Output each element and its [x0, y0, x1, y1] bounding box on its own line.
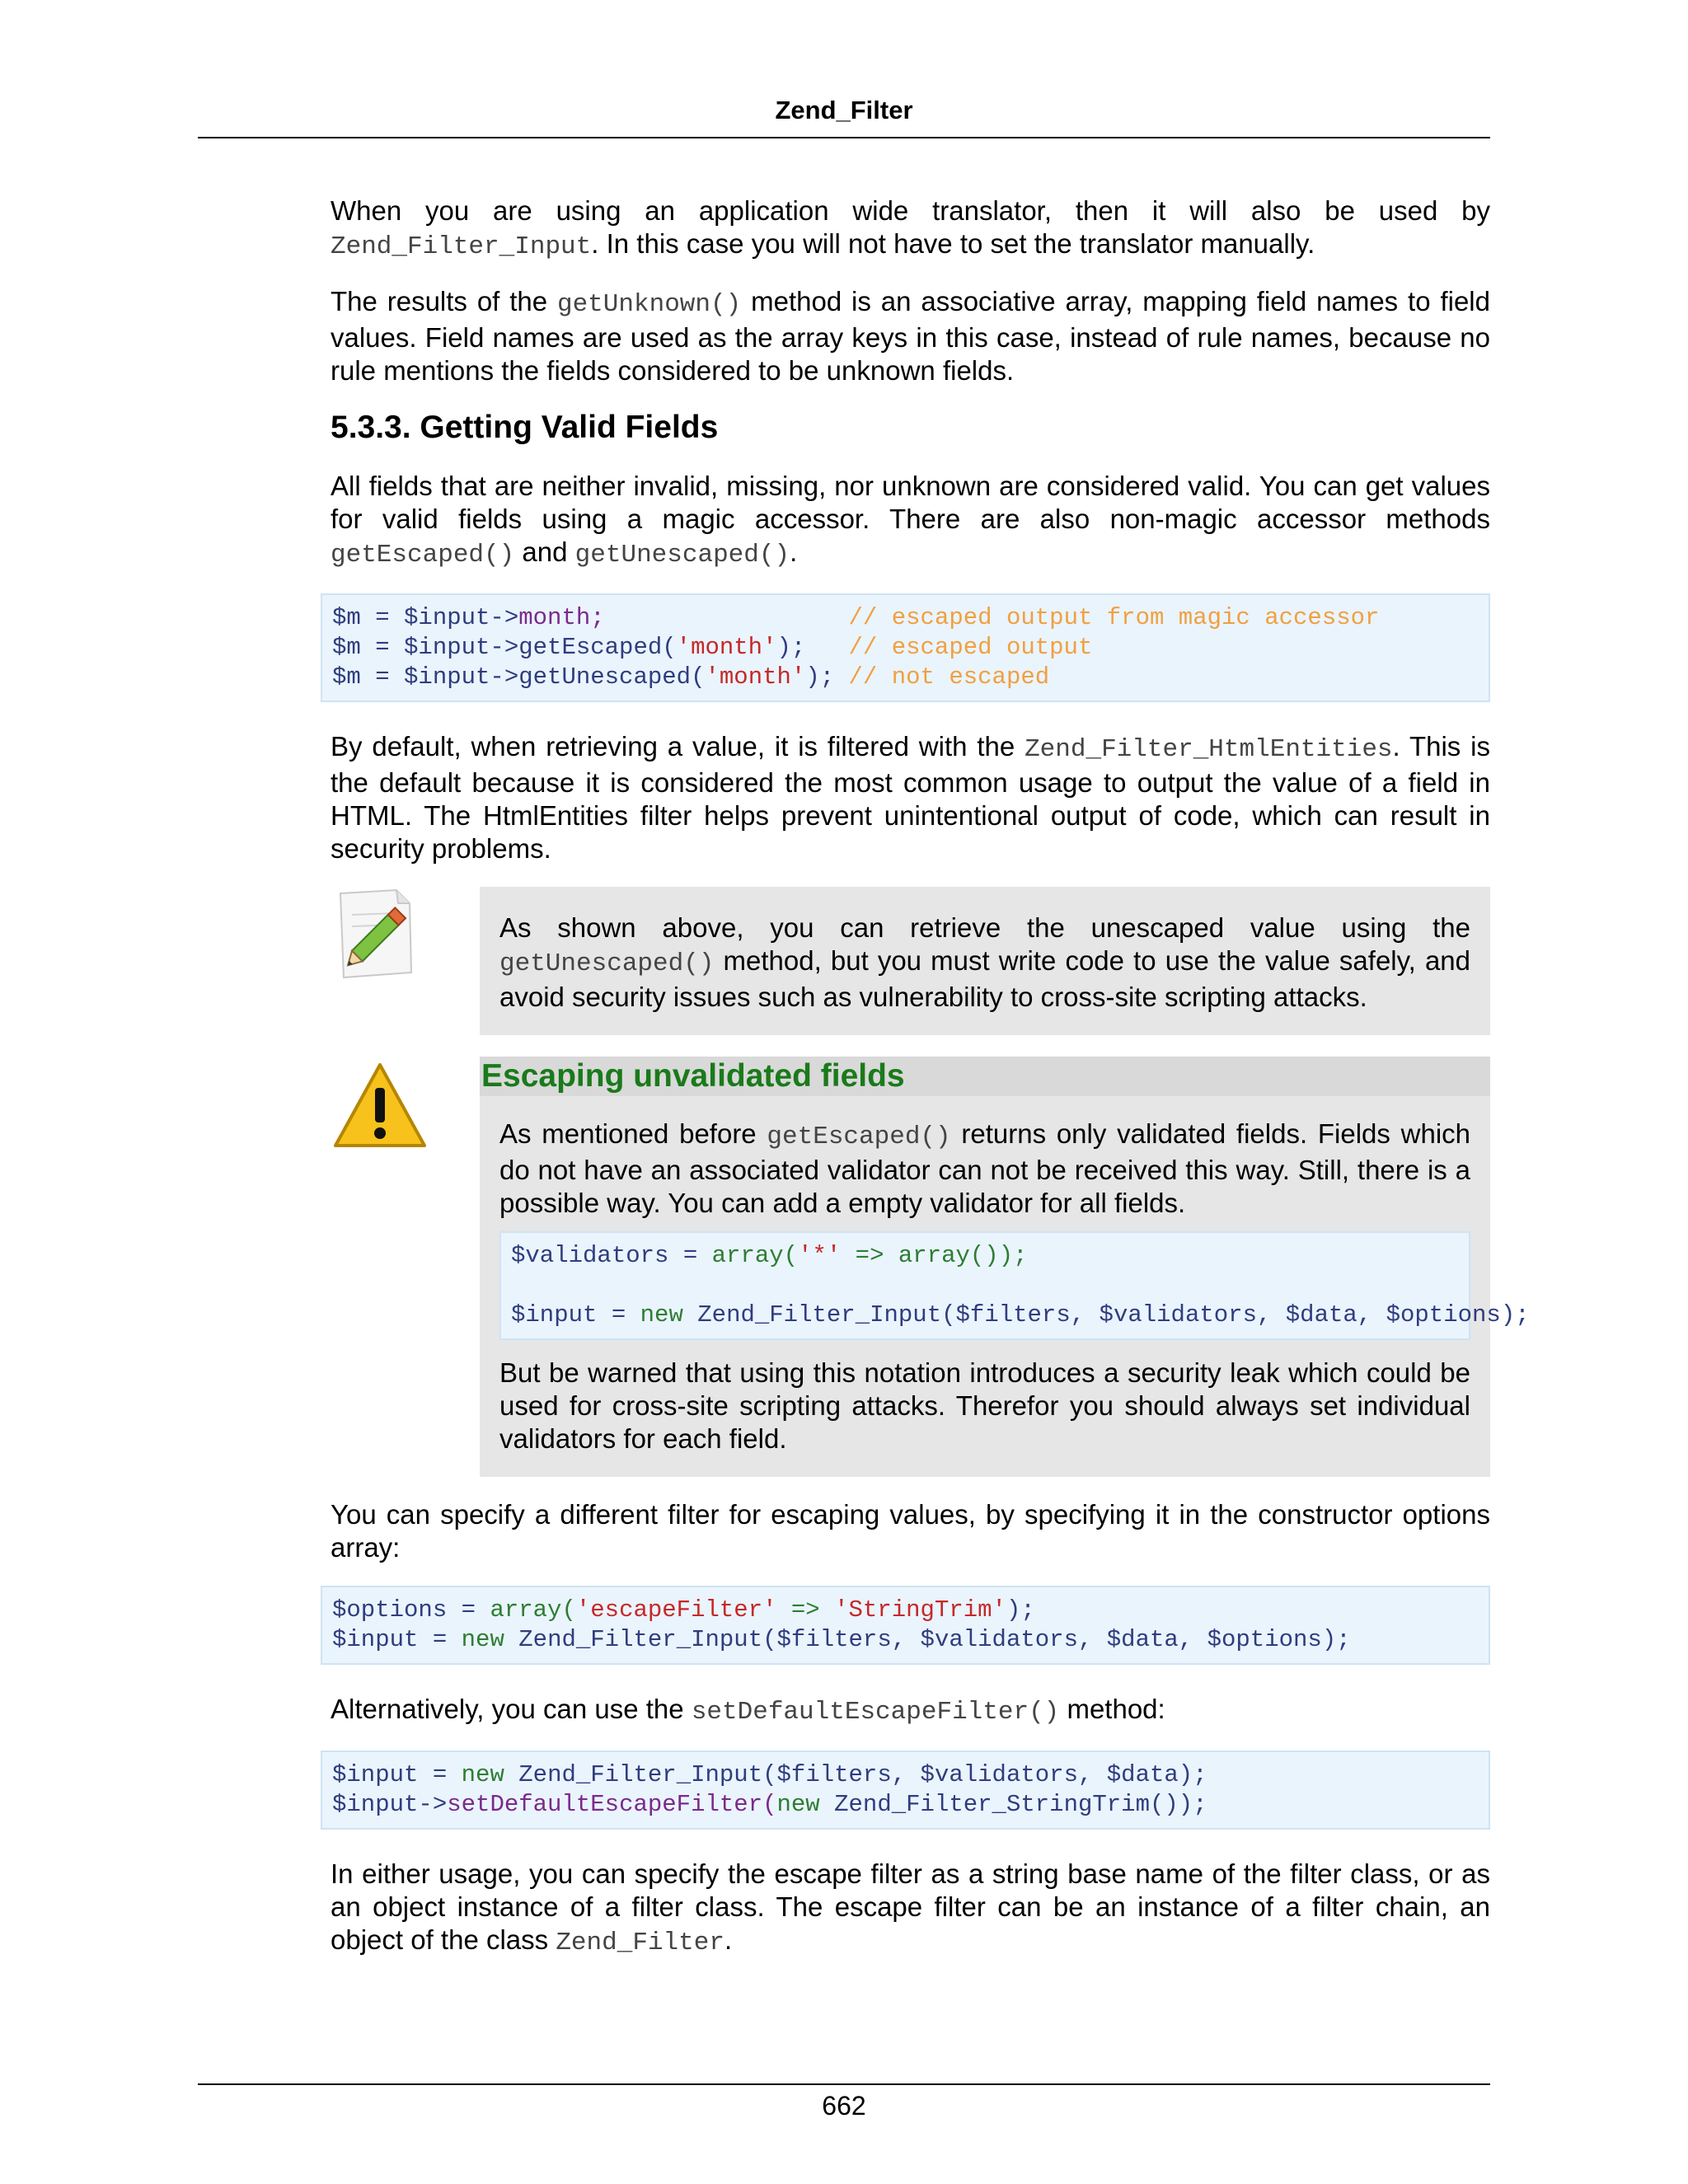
warning-text-caution: But be warned that using this notation introduces a security leak which could be used for cross-site scripting attacks. Therefor you should always set individual validators for each field.: [499, 1357, 1470, 1454]
inline-code: Zend_Filter_HtmlEntities: [1025, 735, 1393, 764]
paragraph-set-default-escape: Alternatively, you can use the setDefaultEscapeFilter() method:: [331, 1694, 1165, 1727]
page-body: [331, 194, 1530, 1981]
inline-code: Zend_Filter: [556, 1929, 724, 1957]
note-box: [480, 887, 1490, 1035]
paragraph-translator: When you are using an application wide translator, then it will also be used by Zend_Filter_Input. In this case you will not have to set the translator manually.: [331, 195, 1490, 261]
warning-icon: [331, 1057, 421, 1155]
warning-text-intro: As mentioned before getEscaped() returns only validated fields. Fields which do not have an associated validator can not be received this way. Still, there is a possible way. You can add a empty validator for all fields.: [499, 1118, 1471, 1218]
paragraph-valid-fields: All fields that are neither invalid, missing, nor unknown are considered valid. You can get values for valid fields using a magic accessor. There are also non-magic accessor methods getEscaped() and getUnescaped().: [331, 471, 1490, 569]
inline-code: getEscaped(): [331, 541, 515, 569]
warning-title: Escaping unvalidated fields: [480, 1057, 1490, 1096]
warning-box: [480, 1057, 1530, 1477]
note-text: As shown above, you can retrieve the unescaped value using the getUnescaped() method, but you must write code to use the value safely, and avoid security issues such as vulnerability to cross-site scripting attacks.: [499, 912, 1470, 1012]
inline-code: getUnknown(): [556, 290, 742, 319]
paragraph-constructor-option: You can specify a different filter for escaping values, by specifying it in the constructor options array:: [331, 1499, 1490, 1563]
code-block-set-default-escape: $input = new Zend_Filter_Input($filters, $validators, $data); $input->setDefaultEscapeFilter(new Zend_Filter_StringTrim());: [321, 1750, 1490, 1830]
running-header: Zend_Filter: [775, 96, 913, 124]
inline-code: setDefaultEscapeFilter(): [691, 1698, 1060, 1727]
paragraph-get-unknown: The results of the getUnknown() method is an associative array, mapping field names to field values. Field names are used as the array keys in this case, instead of rule names, because no rule mentions the fields considered to be unknown fields.: [331, 286, 1490, 386]
paragraph-either-usage: In either usage, you can specify the escape filter as a string base name of the filter class, or as an object instance of a filter class. The escape filter can be an instance of a filter chain, an object of the class Zend_Filter.: [331, 1858, 1490, 1957]
page-number: 662: [822, 2091, 866, 2121]
code-block-escape-filter-option: $options = array('escapeFilter' => 'StringTrim'); $input = new Zend_Filter_Input($filters, $validators, $data, $options);: [321, 1586, 1490, 1665]
warning-admonition: [331, 1057, 1530, 1477]
code-block-empty-validator: $validators = array('*' => array()); $input = new Zend_Filter_Input($filters, $validators, $data, $options);: [499, 1231, 1470, 1340]
code-block-accessors: $m = $input->month; // escaped output from magic accessor $m = $input->getEscaped('month'); // escaped output $m = $input->getUnescaped('month'); // not escaped: [321, 593, 1490, 702]
inline-code: getUnescaped(): [574, 541, 790, 569]
header-rule: [198, 137, 1490, 138]
footer-rule: [198, 2083, 1490, 2085]
inline-code: Zend_Filter_Input: [331, 232, 592, 261]
note-admonition: [331, 887, 1490, 1035]
paragraph-default-filter: By default, when retrieving a value, it is filtered with the Zend_Filter_HtmlEntities. This is the default because it is considered the most common usage to output the value of a field in HTML. The HtmlEntities filter helps prevent unintentional output of code, which can result in security problems.: [331, 731, 1490, 864]
inline-code: getEscaped(): [767, 1122, 951, 1151]
inline-code: getUnescaped(): [499, 949, 715, 978]
section-heading: 5.3.3. Getting Valid Fields: [331, 410, 719, 445]
pencil-note-icon: [331, 887, 421, 986]
